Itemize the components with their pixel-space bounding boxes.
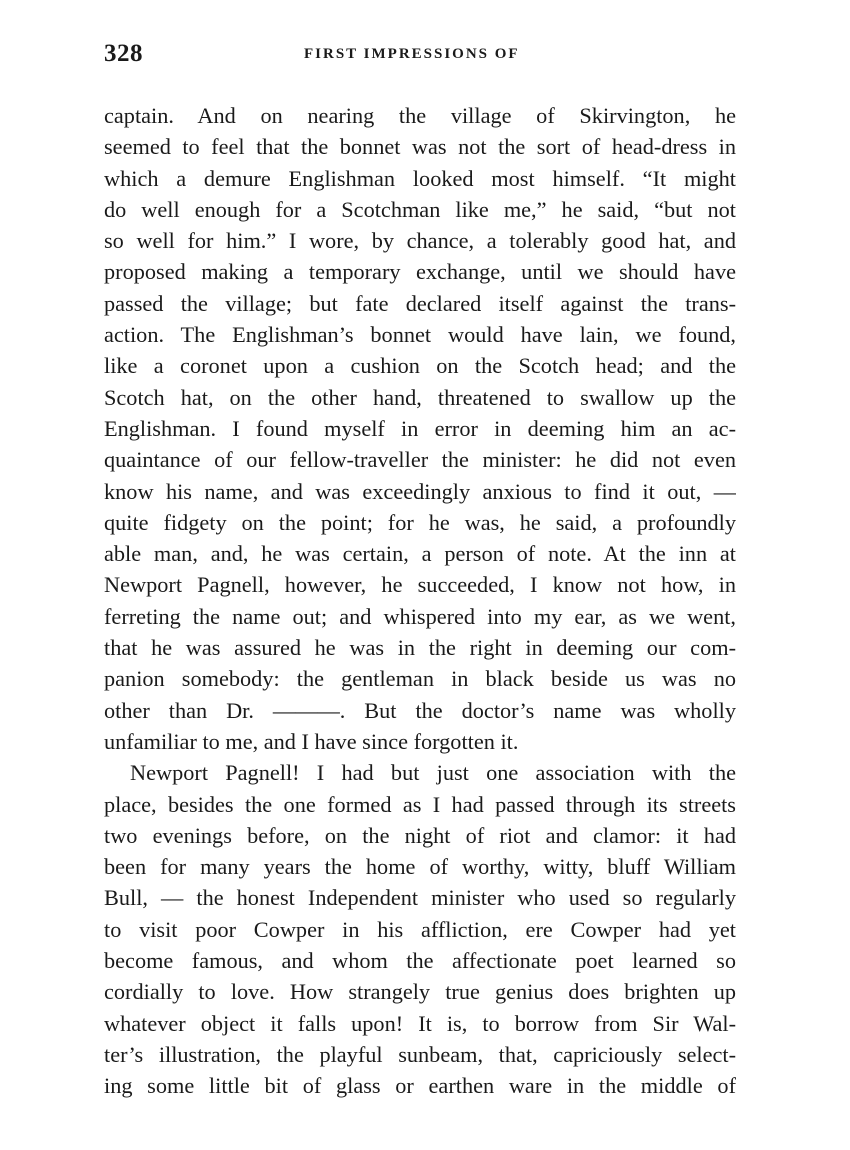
text-line: proposed making a temporary exchange, until we should have — [104, 259, 736, 285]
text-line: captain. And on nearing the village of Skirvington, he — [104, 103, 736, 128]
page-number: 328 — [104, 40, 143, 67]
text-line: Newport Pagnell! I had but just one association with the — [130, 760, 736, 786]
text-line: able man, and, he was certain, a person of note. At the inn at — [104, 541, 736, 567]
text-line: like a coronet upon a cushion on the Scotch head; and the — [104, 353, 736, 379]
text-line: been for many years the home of worthy, witty, bluff William — [104, 854, 736, 880]
text-line: passed the village; but fate declared itself against the trans- — [104, 290, 736, 316]
text-line: other than Dr. ———. But the doctor’s name was wholly — [104, 697, 736, 723]
paragraph — [104, 100, 736, 757]
text-line: quaintance of our fellow-traveller the minister: he did not even — [104, 447, 736, 473]
text-line: cordially to love. How strangely true genius does brighten up — [104, 979, 736, 1005]
text-line: that he was assured he was in the right in deeming our com- — [104, 635, 736, 661]
text-line: do well enough for a Scotchman like me,” he said, “but not — [104, 196, 736, 222]
text-line: place, besides the one formed as I had passed through its streets — [104, 791, 736, 817]
text-line: unfamiliar to me, and I have since forgotten it. — [104, 728, 519, 754]
text-line: know his name, and was exceedingly anxious to find it out, — — [104, 478, 736, 504]
text-line: so well for him.” I wore, by chance, a tolerably good hat, and — [104, 228, 736, 254]
text-line: seemed to feel that the bonnet was not the sort of head-dress in — [104, 134, 736, 160]
text-line: panion somebody: the gentleman in black beside us was no — [104, 666, 736, 692]
text-line: Scotch hat, on the other hand, threatened to swallow up the — [104, 384, 736, 410]
text-line: become famous, and whom the affectionate poet learned so — [104, 948, 736, 974]
text-line: Bull, — the honest Independent minister who used so regularly — [104, 885, 736, 911]
running-head: FIRST IMPRESSIONS OF — [304, 46, 520, 62]
body-text — [104, 100, 736, 1102]
text-line: to visit poor Cowper in his affliction, ere Cowper had yet — [104, 916, 736, 942]
text-line: ferreting the name out; and whispered into my ear, as we went, — [104, 603, 736, 629]
page-header — [104, 40, 744, 76]
text-line: action. The Englishman’s bonnet would have lain, we found, — [104, 322, 736, 348]
text-line: whatever object it falls upon! It is, to borrow from Sir Wal- — [104, 1010, 736, 1036]
text-line: Englishman. I found myself in error in deeming him an ac- — [104, 415, 736, 441]
paragraph — [104, 757, 736, 1101]
text-line: ing some little bit of glass or earthen ware in the middle of — [104, 1073, 736, 1099]
text-line: two evenings before, on the night of riot and clamor: it had — [104, 822, 736, 848]
text-line: quite fidgety on the point; for he was, he said, a profoundly — [104, 509, 736, 535]
text-line: which a demure Englishman looked most himself. “It might — [104, 165, 736, 191]
text-line: Newport Pagnell, however, he succeeded, I know not how, in — [104, 572, 736, 598]
text-line: ter’s illustration, the playful sunbeam, that, capriciously select- — [104, 1041, 736, 1067]
